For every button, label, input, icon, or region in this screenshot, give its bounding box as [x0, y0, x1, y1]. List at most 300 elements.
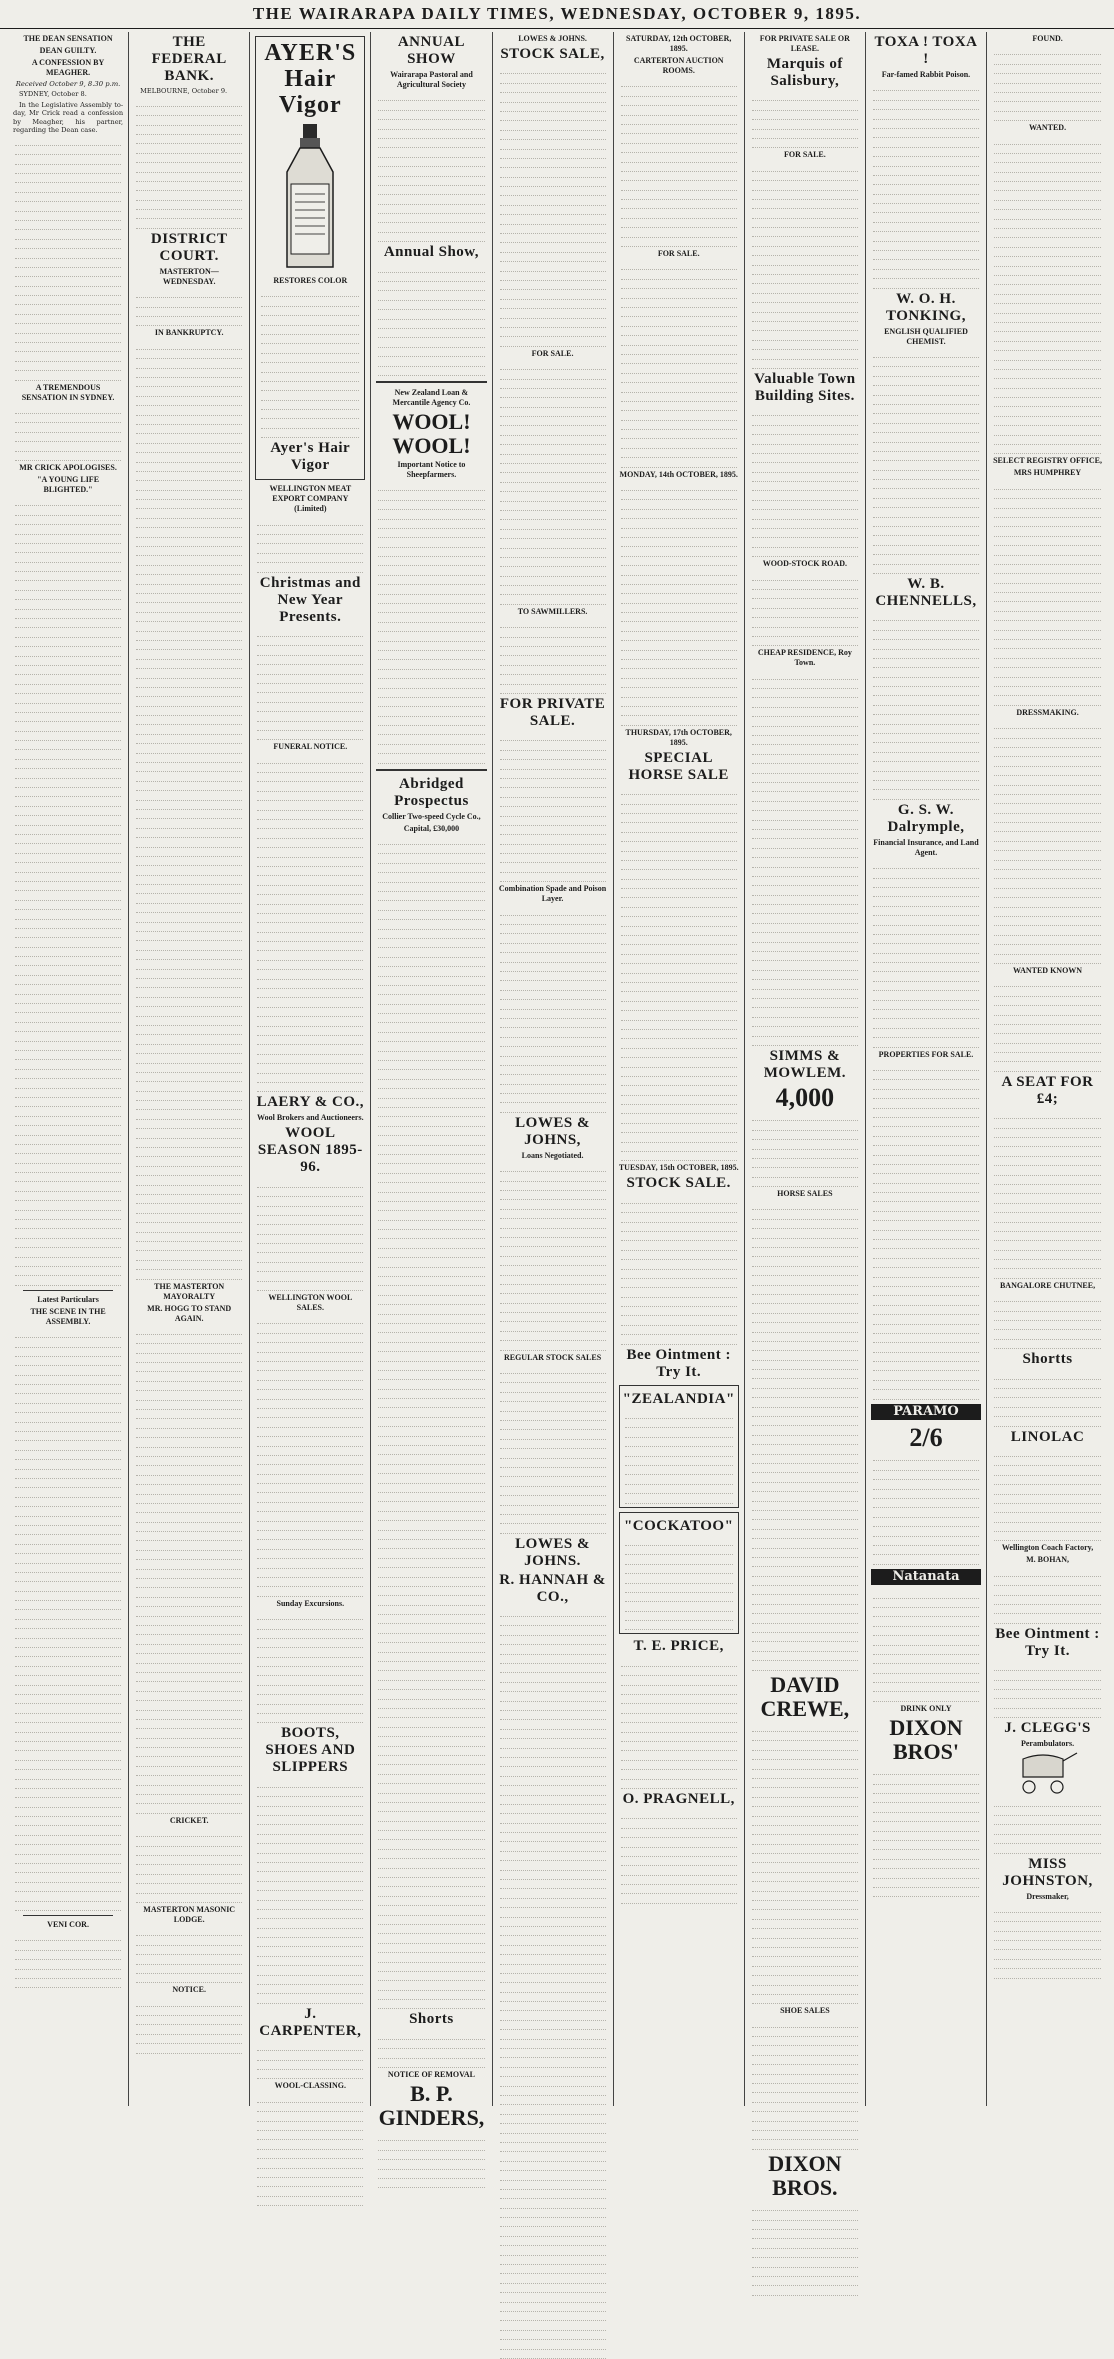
text-line [257, 2150, 363, 2159]
text-line [994, 997, 1101, 1006]
text-line [500, 2190, 606, 2199]
text-line [378, 2170, 484, 2179]
text-line [378, 2160, 484, 2169]
text-line [621, 1114, 737, 1123]
headline: LOWES & JOHNS. [518, 34, 587, 43]
text-line [752, 1239, 858, 1248]
text-line [994, 1330, 1101, 1339]
text-line [500, 2115, 606, 2124]
text-line [873, 640, 979, 649]
text-line [378, 1418, 484, 1427]
text-line [500, 1899, 606, 1908]
text-line [994, 1476, 1101, 1485]
text-line [752, 1929, 858, 1938]
text-line [136, 1326, 242, 1335]
text-block [992, 1904, 1103, 1979]
text-line [873, 1822, 979, 1831]
text-line [15, 826, 121, 835]
text-line [257, 980, 363, 989]
text-line [500, 140, 606, 149]
text-line [136, 1157, 242, 1166]
text-line [752, 1140, 858, 1149]
text-block [255, 1778, 365, 2003]
text-line [136, 2044, 242, 2053]
text-line [378, 1033, 484, 1042]
text-line [621, 289, 737, 298]
text-line [994, 1213, 1101, 1222]
text-line [994, 1662, 1101, 1671]
text-line [257, 1882, 363, 1891]
text-line [261, 288, 359, 297]
text-block [992, 135, 1103, 454]
text-line [378, 310, 484, 319]
headline: THE FEDERAL BANK. [151, 34, 227, 84]
text-line [873, 1099, 979, 1108]
text-line [873, 1508, 979, 1517]
text-block [134, 289, 244, 327]
text-line [752, 2221, 858, 2230]
text-line [752, 1150, 858, 1159]
text-line [873, 790, 979, 799]
text-line [378, 1484, 484, 1493]
text-line [378, 1991, 484, 2000]
text-line [136, 1242, 242, 1251]
text-line [994, 870, 1101, 879]
text-line [257, 1639, 363, 1648]
text-line [378, 679, 484, 688]
text-line [378, 901, 484, 910]
text-line [378, 1174, 484, 1183]
text-line [136, 1847, 242, 1856]
text-line [500, 1085, 606, 1094]
headline: FOR SALE. [783, 150, 826, 160]
text-line [15, 1620, 121, 1629]
text-line [136, 163, 242, 172]
text-line [15, 146, 121, 155]
text-line [752, 2249, 858, 2258]
text-line [500, 1332, 606, 1341]
text-line [500, 319, 606, 328]
text-line [752, 1614, 858, 1623]
text-line [378, 1596, 484, 1605]
text-line [378, 205, 484, 214]
text-line [500, 1430, 606, 1439]
text-line [257, 914, 363, 923]
text-line [500, 1946, 606, 1955]
text-line [378, 1662, 484, 1671]
text-line [378, 120, 484, 129]
text-line [621, 125, 737, 134]
text-line [15, 193, 121, 202]
text-line [136, 1139, 242, 1148]
text-line [257, 1919, 363, 1928]
text-line [378, 986, 484, 995]
text-line [136, 941, 242, 950]
text-line [752, 303, 858, 312]
text-line [500, 2002, 606, 2011]
text-line [621, 1704, 737, 1713]
headline: NOTICE. [172, 1985, 206, 1995]
text-line [621, 346, 737, 355]
headline: SPECIAL HORSE SALE [628, 749, 729, 783]
text-line [257, 961, 363, 970]
headline: THE MASTERTON MAYORALTY [154, 1281, 225, 1301]
hair-bottle-illustration [275, 122, 345, 272]
text-line [873, 232, 979, 241]
text-line [257, 554, 363, 563]
text-line [136, 848, 242, 857]
text-line [500, 2340, 606, 2349]
text-line [873, 1766, 979, 1775]
text-line [136, 1148, 242, 1157]
text-line [752, 92, 858, 101]
text-line [994, 46, 1101, 55]
text-line [873, 386, 979, 395]
text-line [752, 1370, 858, 1379]
text-line [257, 895, 363, 904]
headline: SIMMS & MOWLEM. [763, 1047, 846, 1081]
text-line [752, 2122, 858, 2131]
text-line [500, 1000, 606, 1009]
text-line [752, 1295, 858, 1304]
text-line [621, 604, 737, 613]
text-block [255, 628, 365, 741]
text-line [621, 898, 737, 907]
text-line [15, 816, 121, 825]
text-line [378, 1239, 484, 1248]
text-line [136, 1997, 242, 2006]
text-line [621, 299, 737, 308]
text-line [621, 1251, 737, 1260]
text-line [752, 2258, 858, 2267]
text-line [994, 1932, 1101, 1941]
text-line [261, 391, 359, 400]
text-line [378, 482, 484, 491]
text-line [752, 510, 858, 519]
text-line [752, 473, 858, 482]
text-line [257, 1901, 363, 1910]
text-line [621, 1298, 737, 1307]
text-line [994, 1312, 1101, 1321]
text-line [500, 981, 606, 990]
text-line [500, 1655, 606, 1664]
headline: CARTERTON AUCTION ROOMS. [633, 56, 724, 75]
text-line [257, 942, 363, 951]
text-line [873, 1184, 979, 1193]
text-line [994, 631, 1101, 640]
text-line [378, 595, 484, 604]
text-line [994, 361, 1101, 370]
text-line [873, 1080, 979, 1089]
text-line [500, 502, 606, 511]
text-line [752, 1257, 858, 1266]
text-line [752, 2286, 858, 2295]
text-line [378, 1840, 484, 1849]
text-line [257, 989, 363, 998]
text-line [15, 1145, 121, 1154]
text-line [15, 1248, 121, 1257]
text-line [752, 1567, 858, 1576]
headline: BOOTS, SHOES AND SLIPPERS [265, 1725, 356, 1776]
text-line [378, 1305, 484, 1314]
text-line [500, 1276, 606, 1285]
text-line [873, 443, 979, 452]
text-line [752, 1732, 858, 1741]
text-line [994, 407, 1101, 416]
text-line [378, 642, 484, 651]
text-line [994, 426, 1101, 435]
text-line [621, 992, 737, 1001]
text-line [257, 905, 363, 914]
text-line [621, 983, 737, 992]
text-line [500, 2040, 606, 2049]
text-line [621, 1714, 737, 1723]
headline: THE SCENE IN THE ASSEMBLY. [30, 1306, 106, 1326]
text-line [136, 1757, 242, 1766]
text-line [257, 535, 363, 544]
text-line [994, 1709, 1101, 1718]
text-line [500, 1617, 606, 1626]
text-line [15, 1376, 121, 1385]
text-line [257, 544, 363, 553]
text-line [500, 1247, 606, 1256]
text-line [257, 1197, 363, 1206]
text-line [15, 497, 121, 506]
text-line [15, 638, 121, 647]
headline: IN BANKRUPTCY. [154, 328, 224, 338]
text-block [134, 340, 244, 1279]
text-line [500, 1383, 606, 1392]
text-line [378, 1465, 484, 1474]
text-line [994, 823, 1101, 832]
text-line [752, 1436, 858, 1445]
text-line [257, 2051, 363, 2060]
text-line [136, 519, 242, 528]
text-line [752, 830, 858, 839]
text-line [500, 1861, 606, 1870]
text-line [873, 1381, 979, 1390]
text-line [752, 1131, 858, 1140]
text-line [873, 518, 979, 527]
headline: REGULAR STOCK SALES [503, 1352, 602, 1362]
text-line [136, 406, 242, 415]
text-line [752, 1788, 858, 1797]
text-line [752, 1723, 858, 1732]
text-line [15, 985, 121, 994]
text-line [15, 1902, 121, 1911]
text-line [621, 688, 737, 697]
text-line [257, 1036, 363, 1045]
text-line [873, 1692, 979, 1701]
text-line [500, 798, 606, 807]
text-line [378, 92, 484, 101]
text-line [500, 2021, 606, 2030]
text-line [136, 782, 242, 791]
text-line [500, 65, 606, 74]
text-line [500, 1010, 606, 1019]
text-line [625, 1457, 733, 1466]
text-line [752, 933, 858, 942]
text-line [873, 1537, 979, 1546]
text-line [15, 1592, 121, 1601]
text-line [752, 1798, 858, 1807]
text-line [257, 1409, 363, 1418]
text-line [752, 435, 858, 444]
text-line [752, 2037, 858, 2046]
text-line [15, 230, 121, 239]
text-line [136, 735, 242, 744]
text-line [136, 979, 242, 988]
text-line [625, 1565, 733, 1574]
text-line [621, 163, 737, 172]
text-line [257, 1695, 363, 1704]
text-line [378, 195, 484, 204]
text-line [136, 575, 242, 584]
text-line [15, 1079, 121, 1088]
text-line [15, 1432, 121, 1441]
text-line [621, 833, 737, 842]
text-line [136, 1856, 242, 1865]
text-line [752, 1939, 858, 1948]
text-line [15, 657, 121, 666]
text-line [136, 660, 242, 669]
text-line [257, 1611, 363, 1620]
text-line [136, 904, 242, 913]
text-line [621, 1039, 737, 1048]
text-line [752, 275, 858, 284]
text-line [500, 2171, 606, 2180]
text-line [752, 952, 858, 961]
text-line [15, 1554, 121, 1563]
text-line [621, 1335, 737, 1344]
text-line [873, 860, 979, 869]
text-line [257, 1872, 363, 1881]
text-line [500, 309, 606, 318]
text-line [257, 1947, 363, 1956]
text-line [257, 1235, 363, 1244]
text-line [621, 1657, 737, 1666]
text-line [500, 178, 606, 187]
text-line [378, 1211, 484, 1220]
text-line [257, 1027, 363, 1036]
text-line [15, 1629, 121, 1638]
text-line [378, 1333, 484, 1342]
text-line [994, 417, 1101, 426]
text-line [994, 1034, 1101, 1043]
text-line [625, 1612, 733, 1621]
text-line [257, 839, 363, 848]
text-line [752, 670, 858, 679]
text-line [500, 2331, 606, 2340]
text-line [752, 1455, 858, 1464]
text-line [873, 1334, 979, 1343]
ad-brand: AYER'S [264, 40, 357, 66]
text-line [994, 593, 1101, 602]
text-line [378, 836, 484, 845]
text-line [378, 1202, 484, 1211]
text-line [378, 1559, 484, 1568]
text-line [621, 936, 737, 945]
headline: Annual Show, [383, 244, 480, 261]
text-line [752, 599, 858, 608]
text-line [378, 1531, 484, 1540]
text-block [750, 571, 860, 646]
text-line [378, 1343, 484, 1352]
headline: Shortts [1022, 1351, 1073, 1368]
text-line [873, 762, 979, 771]
text-line [257, 1910, 363, 1919]
text-line [378, 548, 484, 557]
text-line [994, 370, 1101, 379]
text-block [498, 1365, 608, 1534]
text-line [15, 1051, 121, 1060]
text-line [378, 1005, 484, 1014]
text-line [625, 1537, 733, 1546]
text-line [621, 786, 737, 795]
headline: STOCK SALE. [626, 1175, 731, 1192]
text-line [15, 1042, 121, 1051]
text-line [500, 2293, 606, 2302]
text-line [621, 927, 737, 936]
text-line [994, 1586, 1101, 1595]
text-line [994, 332, 1101, 341]
text-line [136, 135, 242, 144]
text-line [500, 1730, 606, 1739]
headline: TUESDAY, 15th OCTOBER, 1895. [618, 1163, 739, 1173]
text-line [752, 727, 858, 736]
text-line [873, 621, 979, 630]
text-line [500, 1294, 606, 1303]
text-line [15, 544, 121, 553]
text-line [500, 1057, 606, 1066]
text-line [500, 807, 606, 816]
text-line [994, 1389, 1101, 1398]
text-line [378, 1775, 484, 1784]
divider [23, 1915, 113, 1916]
text-line [500, 1702, 606, 1711]
text-line [994, 163, 1101, 172]
text-line [752, 1379, 858, 1388]
text-line [136, 697, 242, 706]
text-line [873, 91, 979, 100]
text-line [257, 1531, 363, 1540]
text-line [625, 1447, 733, 1456]
text-line [136, 350, 242, 359]
text-line [621, 280, 737, 289]
text-line [873, 1127, 979, 1136]
text-line [136, 1682, 242, 1691]
text-line [873, 879, 979, 888]
text-line [752, 999, 858, 1008]
text-line [136, 1579, 242, 1588]
text-line [257, 1343, 363, 1352]
text-line [873, 916, 979, 925]
text-line [621, 1667, 737, 1676]
text-block [871, 1766, 981, 1897]
text-line [257, 1362, 363, 1371]
text-line [136, 669, 242, 678]
text-line [873, 546, 979, 555]
headline: DEAN GUILTY. [39, 46, 97, 55]
text-line [257, 516, 363, 525]
text-line [378, 2179, 484, 2188]
text-line [136, 1110, 242, 1119]
text-line [136, 1551, 242, 1560]
text-line [136, 1523, 242, 1532]
text-line [621, 566, 737, 575]
ad-title: "ZEALANDIA" [622, 1390, 735, 1407]
text-line [257, 1938, 363, 1947]
